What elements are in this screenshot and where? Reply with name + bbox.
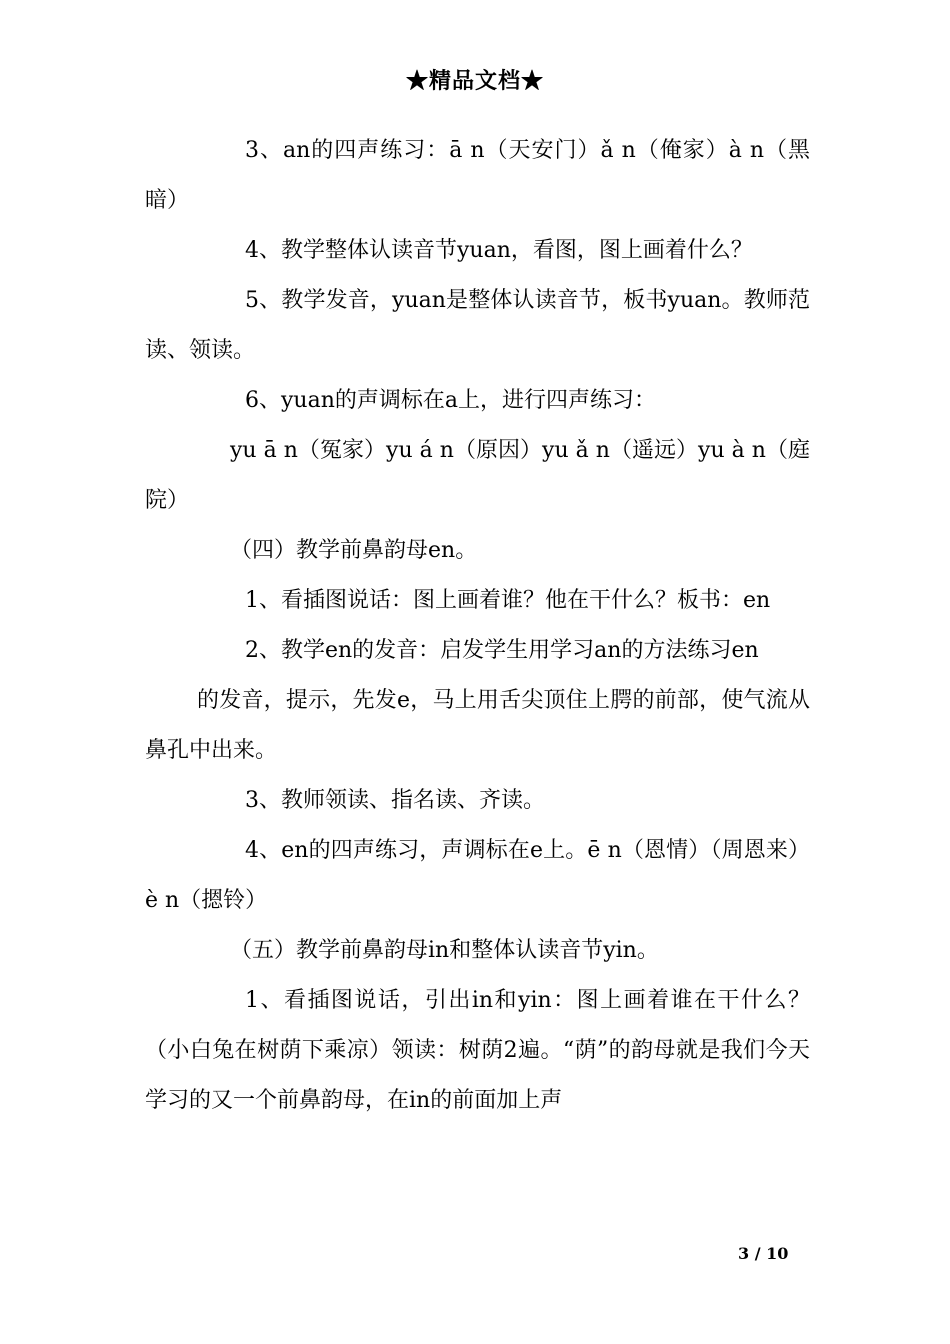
document-header: ★精品文档★ — [405, 68, 544, 94]
paragraph: 2、教学en的发音：启发学生用学习an的方法练习en — [245, 638, 759, 663]
paragraph: 1、看插图说话，引出in和yin：图上画着谁在干什么？（小白兔在树荫下乘凉）领读：树荫2遍。“荫”的韵母就是我们今天学习的又一个前鼻韵母，在in的前面加上声 — [145, 988, 810, 1113]
paragraph: 的发音，提示，先发e，马上用舌尖顶住上腭的前部，使气流从鼻孔中出来。 — [145, 688, 810, 763]
paragraph: 3、教师领读、指名读、齐读。 — [245, 788, 545, 813]
paragraph: yu ā n（冤家）yu á n（原因）yu ǎ n（遥远）yu à n（庭院） — [145, 438, 810, 513]
paragraph: 5、教学发音，yuan是整体认读音节，板书yuan。教师范读、领读。 — [145, 288, 810, 363]
paragraph: 6、yuan的声调标在a上，进行四声练习： — [245, 388, 656, 413]
paragraph: 4、en的四声练习，声调标在e上。ē n（恩情）（周恩来）è n（摁铃） — [145, 838, 810, 913]
paragraph: 3、an的四声练习：ā n（天安门）ǎ n（俺家）à n（黑暗） — [145, 138, 810, 213]
document-body — [145, 126, 810, 1126]
paragraph: （五）教学前鼻韵母in和整体认读音节yin。 — [230, 938, 659, 963]
paragraph: （四）教学前鼻韵母en。 — [230, 538, 478, 563]
page-number: 3 / 10 — [738, 1244, 789, 1263]
paragraph: 1、看插图说话：图上画着谁？他在干什么？板书：en — [245, 588, 771, 613]
paragraph: 4、教学整体认读音节yuan，看图，图上画着什么？ — [245, 238, 753, 263]
